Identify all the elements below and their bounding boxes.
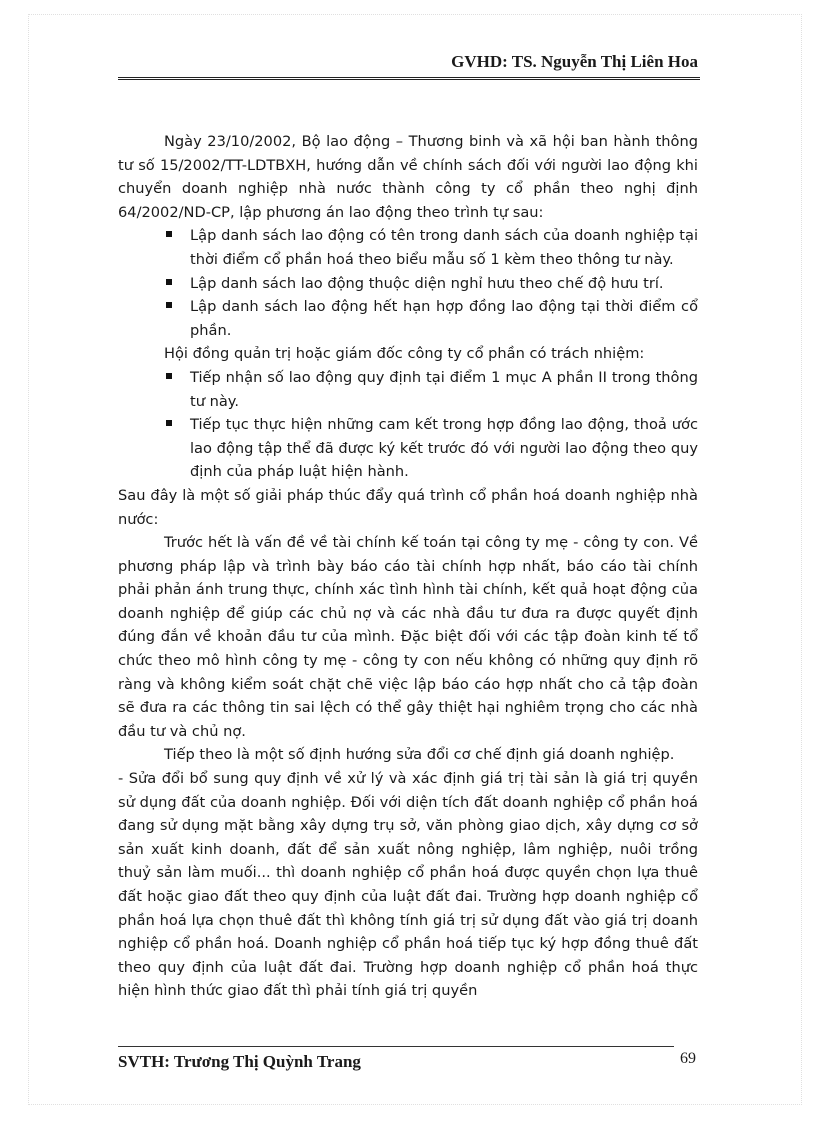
square-bullet-icon (166, 231, 172, 237)
square-bullet-icon (166, 279, 172, 285)
header-rule (118, 77, 700, 80)
labor-list (118, 224, 698, 342)
paragraph-valuation: Tiếp theo là một số định hướng sửa đổi cơ chế định giá doanh nghiệp. (164, 746, 675, 764)
list-item (190, 295, 698, 342)
list-item (190, 224, 698, 271)
list-item-text: Lập danh sách lao động có tên trong danh sách của doanh nghiệp tại thời điểm cổ phần hoá theo biểu mẫu số 1 kèm theo thông tư này. (190, 227, 698, 268)
footer-rule (118, 1046, 674, 1047)
paragraph-finance: Trước hết là vấn đề về tài chính kế toán tại công ty mẹ - công ty con. Về phương pháp lập và trình bày báo cáo tài chính hợp nhất, báo cáo tài chính phải phản ánh trung thực, chính xác tình hình tài chính, kết quả hoạt động của doanh nghiệp để giúp các chủ nợ và các nhà đầu tư đưa ra được quyết định đúng đắn về khoản đầu tư của mình. Đặc biệt đối với các tập đoàn kinh tế tổ chức theo mô hình công ty mẹ - công ty con nếu không có những quy định rõ ràng và không kiểm soát chặt chẽ việc lập báo cáo hợp nhất cho cả tập đoàn sẽ đưa ra các thông tin sai lệch có thể gây thiệt hại nghiêm trọng cho các nhà đầu tư và chủ nợ. (118, 534, 698, 740)
list-item (190, 413, 698, 484)
list-item (190, 272, 698, 296)
paragraph-solutions: Sau đây là một số giải pháp thúc đẩy quá trình cổ phần hoá doanh nghiệp nhà nước: (118, 486, 698, 528)
list-item-text: Lập danh sách lao động thuộc diện nghỉ hưu theo chế độ hưu trí. (190, 274, 664, 292)
header-advisor: GVHD: TS. Nguyễn Thị Liên Hoa (451, 52, 698, 71)
list-item-text: Tiếp nhận số lao động quy định tại điểm 1 mục A phần II trong thông tư này. (190, 368, 698, 410)
paragraph-circular: Ngày 23/10/2002, Bộ lao động – Thương binh và xã hội ban hành thông tư số 15/2002/TT-LDTBXH, hướng dẫn về chính sách đối với người lao động khi chuyển doanh nghiệp nhà nước thành công ty cổ phần theo nghị định 64/2002/ND-CP, lập phương án lao động theo trình tự sau: (118, 133, 698, 221)
document-body (118, 130, 698, 1003)
square-bullet-icon (166, 420, 172, 426)
list-item-text: Lập danh sách lao động hết hạn hợp đồng lao động tại thời điểm cổ phần. (190, 298, 698, 339)
square-bullet-icon (166, 373, 172, 379)
list-item (190, 366, 698, 413)
page-number: 69 (680, 1050, 696, 1067)
square-bullet-icon (166, 302, 172, 308)
responsibility-list (118, 366, 698, 484)
paragraph-board: Hội đồng quản trị hoặc giám đốc công ty cổ phần có trách nhiệm: (164, 345, 645, 363)
paragraph-land: - Sửa đổi bổ sung quy định về xử lý và xác định giá trị tài sản là giá trị quyền sử dụng đất của doanh nghiệp. Đối với diện tích đất doanh nghiệp cổ phần hoá đang sử dụng mặt bằng xây dựng trụ sở, văn phòng giao dịch, xây dựng cơ sở sản xuất kinh doanh, đất để sản xuất nông nghiệp, lâm nghiệp, nuôi trồng thuỷ sản làm muối... thì doanh nghiệp cổ phần hoá được quyền chọn lựa thuê đất hoặc giao đất theo quy định của luật đất đai. Trường hợp doanh nghiệp cổ phần hoá lựa chọn thuê đất thì không tính giá trị sử dụng đất vào giá trị doanh nghiệp cổ phần hoá. Doanh nghiệp cổ phần hoá tiếp tục ký hợp đồng thuê đất theo quy định của luật đất đai. Trường hợp doanh nghiệp cổ phần hoá thực hiện hình thức giao đất thì phải tính giá trị quyền (118, 770, 698, 1000)
list-item-text: Tiếp tục thực hiện những cam kết trong hợp đồng lao động, thoả ước lao động tập thể đã được ký kết trước đó với người lao động theo quy định của pháp luật hiện hành. (190, 416, 698, 481)
footer-student: SVTH: Trương Thị Quỳnh Trang (118, 1052, 361, 1071)
